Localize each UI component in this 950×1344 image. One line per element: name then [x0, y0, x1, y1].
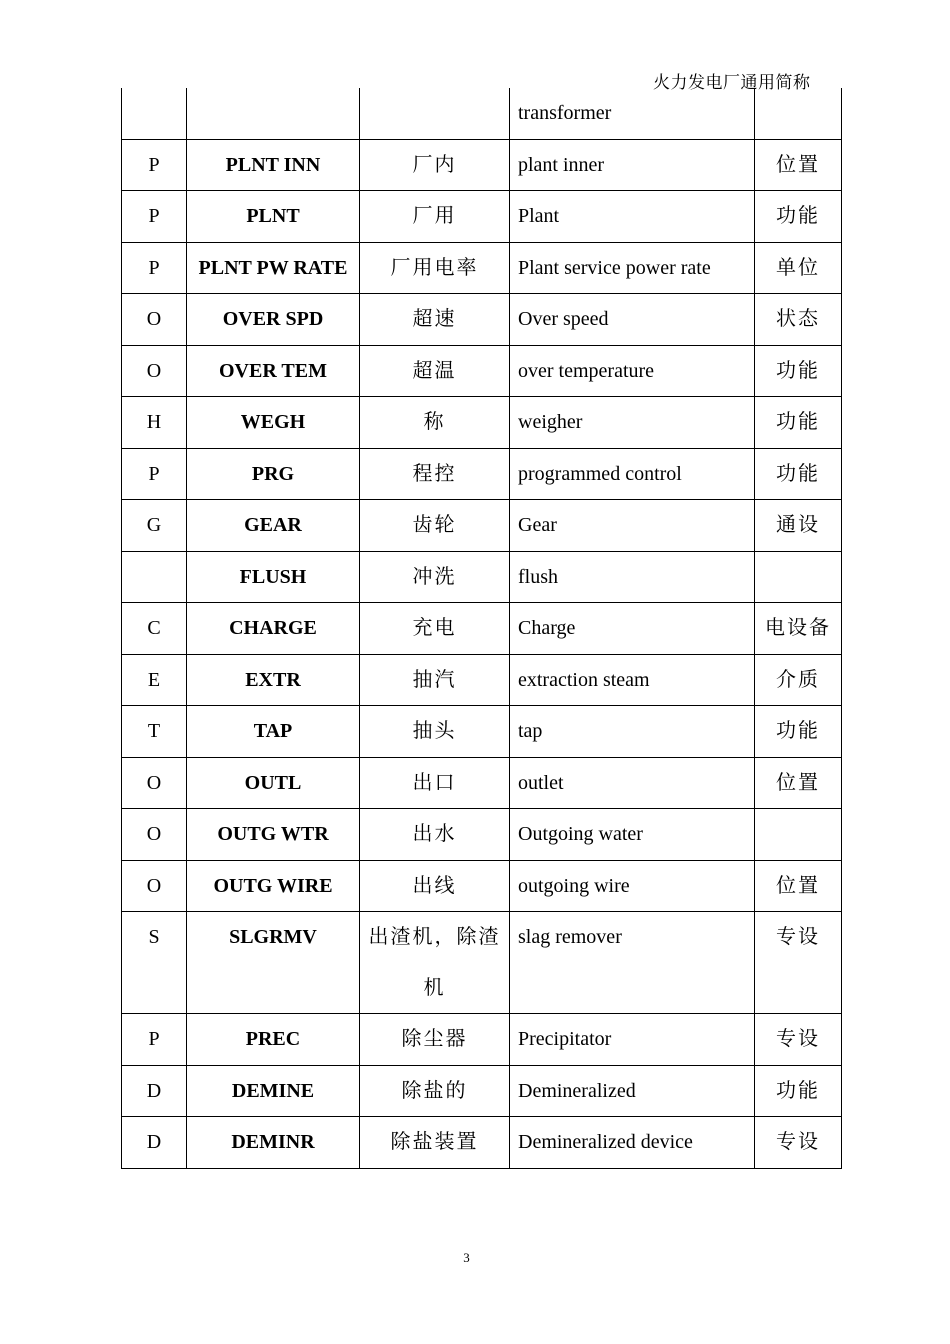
letter-cell: O [122, 345, 187, 397]
english-term-cell: Over speed [510, 294, 755, 346]
table-row [122, 757, 842, 809]
abbreviation-cell: DEMINE [187, 1065, 360, 1117]
letter-cell: G [122, 500, 187, 552]
english-term-cell: over temperature [510, 345, 755, 397]
chinese-term-cell: 除盐装置 [360, 1117, 510, 1169]
chinese-term-cell: 厂用 [360, 191, 510, 243]
category-cell: 电设备 [755, 603, 842, 655]
letter-cell: P [122, 448, 187, 500]
abbreviation-cell: OUTG WTR [187, 809, 360, 861]
abbreviation-cell: PREC [187, 1014, 360, 1066]
chinese-term-cell: 超速 [360, 294, 510, 346]
chinese-term-cell: 出水 [360, 809, 510, 861]
category-cell: 功能 [755, 345, 842, 397]
english-term-cell: Plant [510, 191, 755, 243]
category-cell: 专设 [755, 912, 842, 1014]
table-row [122, 551, 842, 603]
category-cell: 介质 [755, 654, 842, 706]
category-cell: 功能 [755, 706, 842, 758]
letter-cell: O [122, 809, 187, 861]
letter-cell: D [122, 1065, 187, 1117]
chinese-term-cell: 超温 [360, 345, 510, 397]
english-term-cell: Outgoing water [510, 809, 755, 861]
page-number: 3 [463, 1250, 470, 1265]
category-cell: 单位 [755, 242, 842, 294]
abbreviation-cell: CHARGE [187, 603, 360, 655]
letter-cell: P [122, 242, 187, 294]
table-row [122, 912, 842, 1014]
chinese-term-cell [360, 88, 510, 139]
english-term-cell: tap [510, 706, 755, 758]
chinese-term-cell: 除盐的 [360, 1065, 510, 1117]
abbreviation-cell: PRG [187, 448, 360, 500]
table-row [122, 706, 842, 758]
chinese-term-cell: 冲洗 [360, 551, 510, 603]
english-term-cell: plant inner [510, 139, 755, 191]
table-row [122, 1014, 842, 1066]
english-term-cell: outgoing wire [510, 860, 755, 912]
table-row [122, 191, 842, 243]
letter-cell: E [122, 654, 187, 706]
category-cell [755, 809, 842, 861]
category-cell: 功能 [755, 1065, 842, 1117]
chinese-term-cell: 出渣机，除渣机 [360, 912, 510, 1014]
letter-cell [122, 551, 187, 603]
category-cell [755, 551, 842, 603]
abbreviation-cell: GEAR [187, 500, 360, 552]
table-row [122, 654, 842, 706]
table-row [122, 139, 842, 191]
letter-cell: P [122, 1014, 187, 1066]
chinese-term-cell: 厂内 [360, 139, 510, 191]
letter-cell: O [122, 757, 187, 809]
abbreviation-cell: PLNT [187, 191, 360, 243]
chinese-term-cell: 抽汽 [360, 654, 510, 706]
category-cell: 专设 [755, 1117, 842, 1169]
abbreviation-cell: WEGH [187, 397, 360, 449]
abbreviation-cell: OVER SPD [187, 294, 360, 346]
abbreviation-cell: SLGRMV [187, 912, 360, 1014]
english-term-cell: flush [510, 551, 755, 603]
table-row [122, 1117, 842, 1169]
abbreviation-cell: EXTR [187, 654, 360, 706]
letter-cell: T [122, 706, 187, 758]
category-cell: 位置 [755, 757, 842, 809]
abbreviation-cell: OVER TEM [187, 345, 360, 397]
letter-cell: P [122, 139, 187, 191]
chinese-term-cell: 程控 [360, 448, 510, 500]
table-row [122, 448, 842, 500]
category-cell: 状态 [755, 294, 842, 346]
chinese-term-cell: 出线 [360, 860, 510, 912]
english-term-cell: weigher [510, 397, 755, 449]
page-header: 火力发电厂通用简称 [653, 73, 811, 92]
english-term-cell: outlet [510, 757, 755, 809]
chinese-term-cell: 充电 [360, 603, 510, 655]
abbreviation-cell: OUTL [187, 757, 360, 809]
english-term-cell: extraction steam [510, 654, 755, 706]
table-row [122, 294, 842, 346]
category-cell [755, 88, 842, 139]
english-term-cell: Plant service power rate [510, 242, 755, 294]
english-term-cell: Demineralized device [510, 1117, 755, 1169]
category-cell: 位置 [755, 860, 842, 912]
chinese-term-cell: 除尘器 [360, 1014, 510, 1066]
chinese-term-cell: 抽头 [360, 706, 510, 758]
abbreviation-cell: TAP [187, 706, 360, 758]
category-cell: 功能 [755, 448, 842, 500]
english-term-cell: Gear [510, 500, 755, 552]
english-term-cell: programmed control [510, 448, 755, 500]
table-row [122, 397, 842, 449]
table-row [122, 603, 842, 655]
table-row [122, 500, 842, 552]
abbreviation-cell: PLNT PW RATE [187, 242, 360, 294]
table-row [122, 345, 842, 397]
letter-cell: O [122, 294, 187, 346]
english-term-cell: slag remover [510, 912, 755, 1014]
abbreviation-cell: OUTG WIRE [187, 860, 360, 912]
letter-cell: P [122, 191, 187, 243]
english-term-cell: transformer [510, 88, 755, 139]
abbreviation-cell: PLNT INN [187, 139, 360, 191]
letter-cell: C [122, 603, 187, 655]
letter-cell: S [122, 912, 187, 1014]
category-cell: 专设 [755, 1014, 842, 1066]
category-cell: 通设 [755, 500, 842, 552]
abbreviation-cell: FLUSH [187, 551, 360, 603]
category-cell: 功能 [755, 191, 842, 243]
english-term-cell: Demineralized [510, 1065, 755, 1117]
letter-cell: O [122, 860, 187, 912]
letter-cell: H [122, 397, 187, 449]
table-row [122, 860, 842, 912]
chinese-term-cell: 出口 [360, 757, 510, 809]
category-cell: 功能 [755, 397, 842, 449]
table-row [122, 809, 842, 861]
table-row [122, 1065, 842, 1117]
abbreviation-cell: DEMINR [187, 1117, 360, 1169]
english-term-cell: Charge [510, 603, 755, 655]
chinese-term-cell: 厂用电率 [360, 242, 510, 294]
letter-cell: D [122, 1117, 187, 1169]
chinese-term-cell: 齿轮 [360, 500, 510, 552]
table-row [122, 242, 842, 294]
abbreviation-cell [187, 88, 360, 139]
chinese-term-cell: 称 [360, 397, 510, 449]
letter-cell [122, 88, 187, 139]
category-cell: 位置 [755, 139, 842, 191]
english-term-cell: Precipitator [510, 1014, 755, 1066]
table-row [122, 88, 842, 139]
abbreviation-table [121, 88, 842, 1169]
